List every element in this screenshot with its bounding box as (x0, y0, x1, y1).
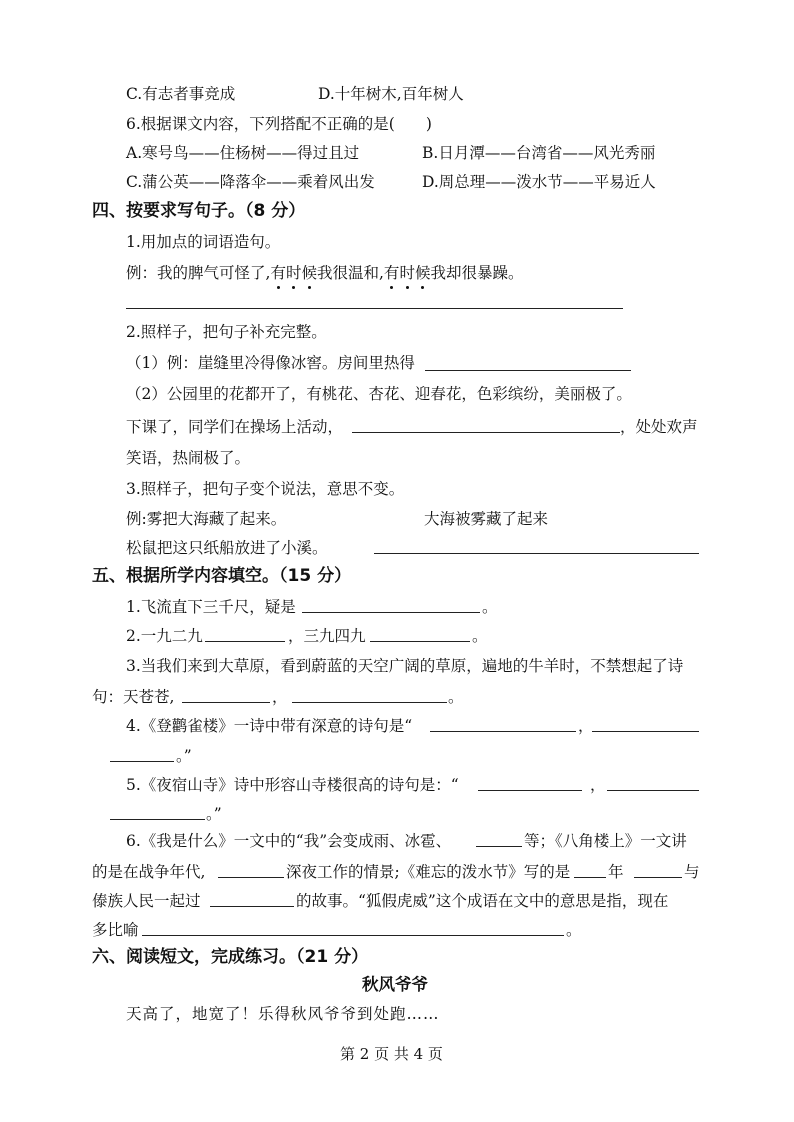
answer-line[interactable] (476, 846, 522, 847)
emphasis-dot-char: 有 (270, 264, 286, 282)
answer-line[interactable] (110, 761, 174, 762)
answer-line[interactable] (425, 370, 631, 371)
s5-q2-suffix: 。 (472, 627, 488, 645)
section-6-heading: 六、阅读短文，完成练习。（21 分） (92, 947, 369, 967)
passage-line-1: 天高了，地宽了！乐得秋风爷爷到处跑…… (126, 1005, 440, 1023)
answer-line[interactable] (302, 612, 480, 613)
answer-line[interactable] (370, 641, 470, 642)
section-5-heading: 五、根据所学内容填空。（15 分） (92, 566, 352, 586)
s4-q2-sub1: （1）例：崖缝里冷得像冰窖。房间里热得 (126, 354, 415, 372)
answer-line[interactable] (210, 906, 294, 907)
s5-q3-line2-prefix: 句：天苍苍, (92, 688, 175, 706)
s5-q1-prefix: 1.飞流直下三千尺，疑是 (126, 598, 296, 616)
s5-q2-mid: ，三九四九 (288, 627, 366, 645)
answer-line[interactable] (218, 877, 284, 878)
q6-option-a: A.寒号鸟——住杨树——得过且过 (126, 144, 360, 162)
s5-q4-end: 。” (176, 747, 192, 765)
s5-q3-line2-suffix: 。 (448, 688, 464, 706)
s5-q6-line2b: 深夜工作的情景;《难忘的泼水节》写的是 (286, 863, 571, 881)
emphasis-dot-char: 候 (301, 264, 317, 282)
emphasis-dot-char: 时 (285, 264, 302, 282)
question-6-stem: 6.根据课文内容，下列搭配不正确的是( ) (126, 115, 432, 133)
s4-q2-line3-prefix: 下课了，同学们在操场上活动， (126, 418, 344, 436)
s5-q6-line2c: 年 (608, 863, 624, 881)
s5-q6-line4b: 。 (566, 921, 582, 939)
s4-q2-line4: 笑语，热闹极了。 (126, 449, 251, 467)
q6-option-b: B.日月潭——台湾省——风光秀丽 (422, 144, 656, 162)
example-text: 例：我的脾气可怪了, (126, 264, 271, 282)
s4-q2-stem: 2.照样子，把句子补充完整。 (126, 323, 327, 341)
answer-line[interactable] (205, 641, 285, 642)
s5-q2-prefix: 2.一九二九 (126, 627, 203, 645)
s5-q6-line3b: 的故事。“狐假虎威”这个成语在文中的意思是指，现在 (296, 892, 669, 910)
passage-title: 秋风爷爷 (362, 975, 428, 994)
answer-line[interactable] (574, 877, 606, 878)
answer-line[interactable] (607, 790, 699, 791)
answer-line[interactable] (592, 731, 699, 732)
s5-q1-suffix: 。 (482, 598, 498, 616)
s5-q3-line2-mid: ， (272, 688, 288, 706)
s5-q5-comma: ， (590, 776, 606, 794)
s4-q3-stem: 3.照样子，把句子变个说法，意思不变。 (126, 480, 405, 498)
answer-line[interactable] (182, 702, 270, 703)
answer-line[interactable] (352, 432, 620, 433)
s5-q6-line3a: 傣族人民一起过 (92, 892, 201, 910)
q6-option-c: C.蒲公英——降落伞——乘着风出发 (126, 173, 375, 191)
s5-q6-line2d: 与 (684, 863, 700, 881)
answer-line[interactable] (110, 819, 205, 820)
answer-line[interactable] (126, 308, 623, 309)
example-text: 我很温和, (316, 264, 384, 282)
emphasis-dot-char: 时 (399, 264, 415, 282)
emphasis-dot-char: 有 (383, 264, 400, 282)
dotted-word (270, 264, 317, 282)
s5-q6-line4a: 多比喻 (92, 921, 139, 939)
s4-q3-example: 例:雾把大海藏了起来。 (126, 510, 287, 528)
answer-line[interactable] (634, 877, 682, 878)
s4-q2-sub2: （2）公园里的花都开了，有桃花、杏花、迎春花，色彩缤纷，美丽极了。 (126, 385, 632, 403)
answer-line[interactable] (430, 731, 576, 732)
s5-q4-line1: 4.《登鹳雀楼》一诗中带有深意的诗句是“ (126, 717, 413, 735)
option-c: C.有志者事竞成 (126, 85, 236, 103)
s5-q6-line1b: 等；《八角楼上》一文讲 (524, 832, 687, 850)
s5-q3-line1: 3.当我们来到大草原，看到蔚蓝的天空广阔的草原，遍地的牛羊时，不禁想起了诗 (126, 657, 684, 675)
s5-q5-end: 。” (206, 805, 222, 823)
s5-q6-line2a: 的是在战争年代, (92, 863, 206, 881)
answer-line[interactable] (142, 935, 564, 936)
s4-q3-task: 松鼠把这只纸船放进了小溪。 (126, 539, 328, 557)
answer-line[interactable] (374, 553, 699, 554)
section-4-heading: 四、按要求写句子。（8 分） (92, 201, 306, 221)
s4-q3-example-answer: 大海被雾藏了起来 (424, 510, 549, 528)
answer-line[interactable] (292, 702, 447, 703)
option-d: D.十年树木,百年树人 (318, 85, 464, 103)
s4-q1-stem: 1.用加点的词语造句。 (126, 233, 281, 251)
example-text: 我却很暴躁。 (430, 264, 524, 282)
answer-line[interactable] (478, 790, 582, 791)
s4-q2-line3-suffix: ，处处欢声 (620, 418, 698, 436)
s5-q4-comma: ， (578, 717, 594, 735)
dotted-word (384, 264, 431, 282)
emphasis-dot-char: 候 (414, 264, 431, 282)
s4-q1-example (126, 263, 523, 283)
s5-q5-line1: 5.《夜宿山寺》诗中形容山寺楼很高的诗句是：“ (126, 776, 459, 794)
s5-q6-line1a: 6.《我是什么》一文中的“我”会变成雨、冰雹、 (126, 832, 452, 850)
page-number: 第 2 页 共 4 页 (340, 1045, 443, 1063)
q6-option-d: D.周总理——泼水节——平易近人 (422, 173, 656, 191)
